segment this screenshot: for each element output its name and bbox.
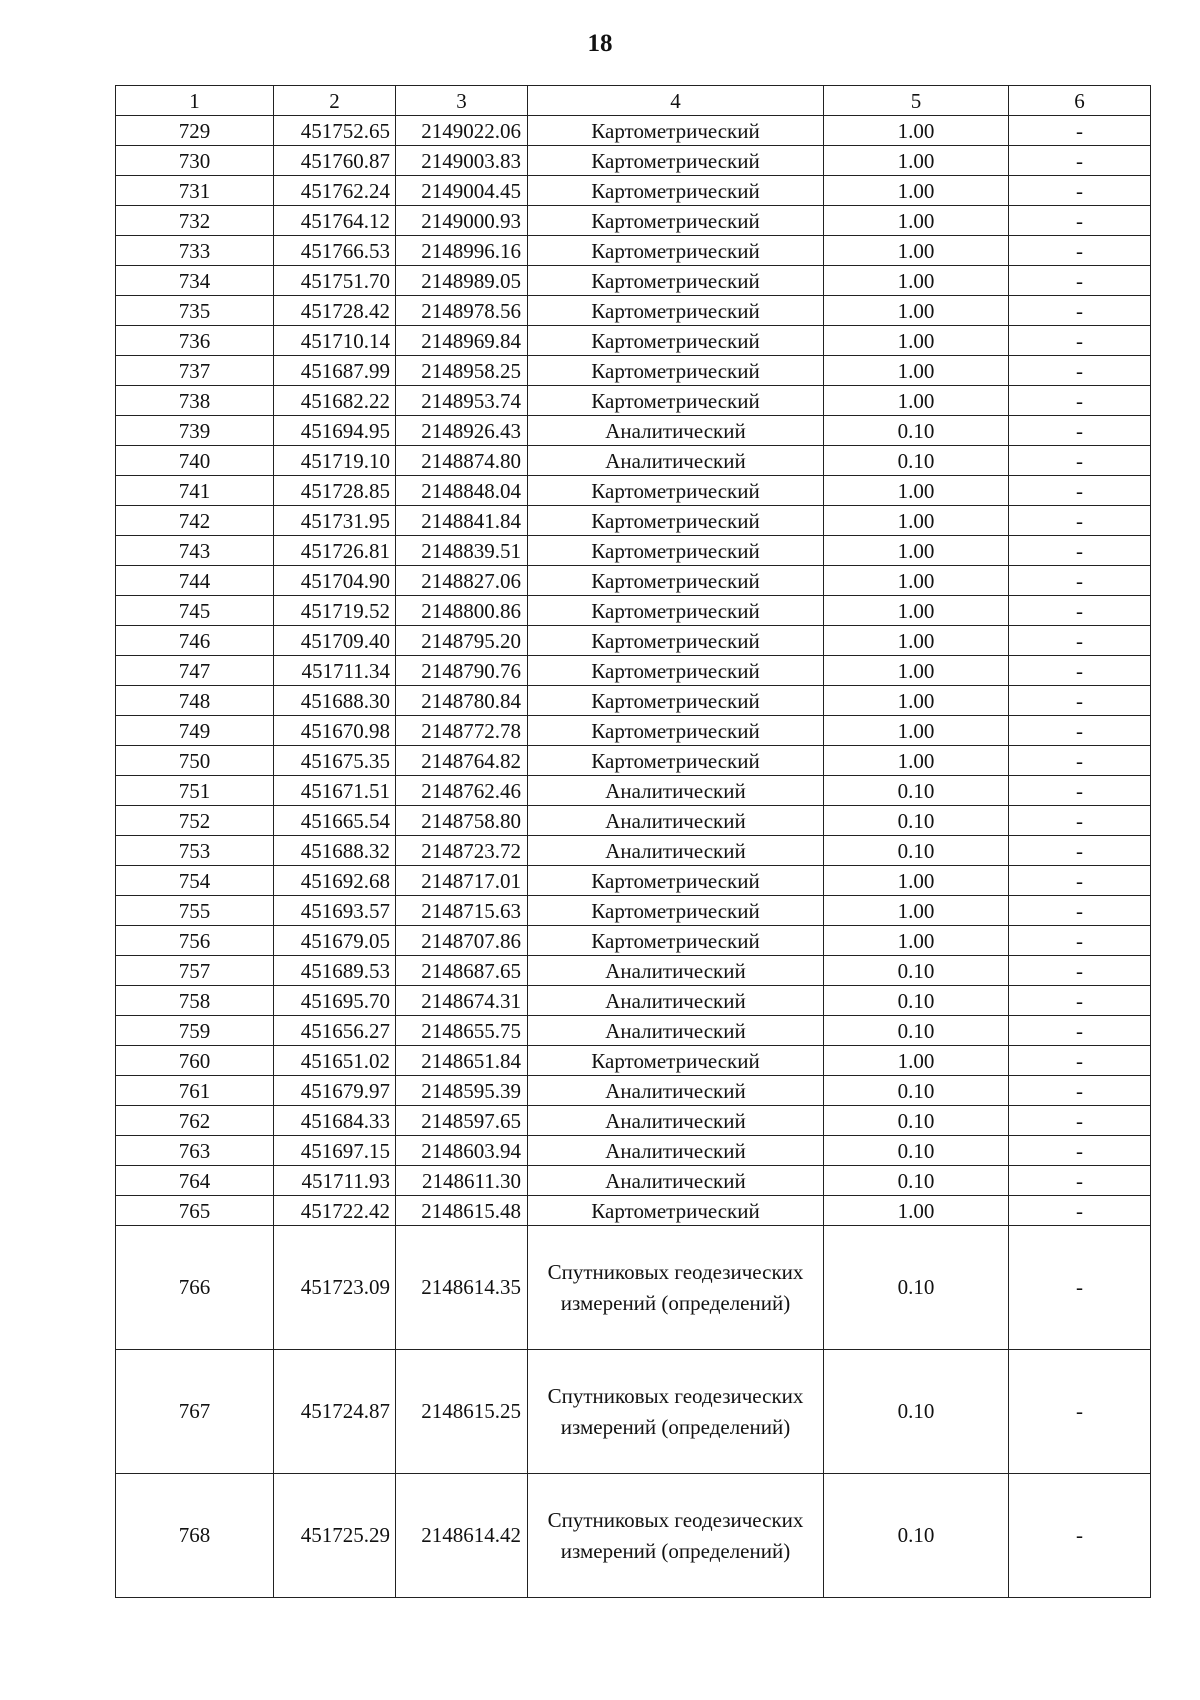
point-number-cell: 751 xyxy=(116,776,274,806)
method-cell: Аналитический xyxy=(528,446,824,476)
note-cell: - xyxy=(1009,386,1151,416)
note-cell: - xyxy=(1009,296,1151,326)
note-cell: - xyxy=(1009,626,1151,656)
note-cell: - xyxy=(1009,596,1151,626)
table-header-row xyxy=(116,86,1151,116)
x-coordinate-cell: 451728.42 xyxy=(274,296,396,326)
y-coordinate-cell: 2149022.06 xyxy=(396,116,528,146)
note-cell: - xyxy=(1009,176,1151,206)
x-coordinate-cell: 451684.33 xyxy=(274,1106,396,1136)
point-number-cell: 763 xyxy=(116,1136,274,1166)
method-cell: Картометрический xyxy=(528,566,824,596)
y-coordinate-cell: 2148780.84 xyxy=(396,686,528,716)
point-number-cell: 746 xyxy=(116,626,274,656)
table-row xyxy=(116,596,1151,626)
note-cell: - xyxy=(1009,1076,1151,1106)
point-number-cell: 767 xyxy=(116,1350,274,1474)
method-cell: Аналитический xyxy=(528,1106,824,1136)
note-cell: - xyxy=(1009,896,1151,926)
method-cell: Аналитический xyxy=(528,1136,824,1166)
table-row xyxy=(116,266,1151,296)
table-row xyxy=(116,956,1151,986)
point-number-cell: 739 xyxy=(116,416,274,446)
method-cell: Картометрический xyxy=(528,506,824,536)
table-row xyxy=(116,1076,1151,1106)
point-number-cell: 733 xyxy=(116,236,274,266)
x-coordinate-cell: 451719.10 xyxy=(274,446,396,476)
y-coordinate-cell: 2148795.20 xyxy=(396,626,528,656)
method-cell: Картометрический xyxy=(528,626,824,656)
method-cell: Картометрический xyxy=(528,926,824,956)
method-cell: Картометрический xyxy=(528,386,824,416)
accuracy-cell: 0.10 xyxy=(824,1136,1009,1166)
point-number-cell: 740 xyxy=(116,446,274,476)
method-cell: Картометрический xyxy=(528,896,824,926)
note-cell: - xyxy=(1009,146,1151,176)
accuracy-cell: 1.00 xyxy=(824,296,1009,326)
x-coordinate-cell: 451724.87 xyxy=(274,1350,396,1474)
note-cell: - xyxy=(1009,476,1151,506)
header-cell: 3 xyxy=(396,86,528,116)
accuracy-cell: 1.00 xyxy=(824,866,1009,896)
note-cell: - xyxy=(1009,506,1151,536)
method-cell: Картометрический xyxy=(528,596,824,626)
point-number-cell: 761 xyxy=(116,1076,274,1106)
x-coordinate-cell: 451710.14 xyxy=(274,326,396,356)
accuracy-cell: 0.10 xyxy=(824,836,1009,866)
point-number-cell: 741 xyxy=(116,476,274,506)
y-coordinate-cell: 2148772.78 xyxy=(396,716,528,746)
method-cell: Картометрический xyxy=(528,746,824,776)
x-coordinate-cell: 451762.24 xyxy=(274,176,396,206)
point-number-cell: 734 xyxy=(116,266,274,296)
table-body xyxy=(116,116,1151,1598)
table-row xyxy=(116,1226,1151,1350)
accuracy-cell: 0.10 xyxy=(824,806,1009,836)
x-coordinate-cell: 451671.51 xyxy=(274,776,396,806)
header-cell: 6 xyxy=(1009,86,1151,116)
accuracy-cell: 0.10 xyxy=(824,1226,1009,1350)
accuracy-cell: 1.00 xyxy=(824,896,1009,926)
note-cell: - xyxy=(1009,836,1151,866)
method-cell: Картометрический xyxy=(528,1046,824,1076)
y-coordinate-cell: 2148614.42 xyxy=(396,1474,528,1598)
x-coordinate-cell: 451692.68 xyxy=(274,866,396,896)
x-coordinate-cell: 451723.09 xyxy=(274,1226,396,1350)
note-cell: - xyxy=(1009,206,1151,236)
accuracy-cell: 1.00 xyxy=(824,146,1009,176)
y-coordinate-cell: 2148953.74 xyxy=(396,386,528,416)
accuracy-cell: 1.00 xyxy=(824,626,1009,656)
accuracy-cell: 1.00 xyxy=(824,386,1009,416)
y-coordinate-cell: 2148715.63 xyxy=(396,896,528,926)
method-cell: Картометрический xyxy=(528,236,824,266)
x-coordinate-cell: 451711.34 xyxy=(274,656,396,686)
accuracy-cell: 1.00 xyxy=(824,716,1009,746)
y-coordinate-cell: 2148926.43 xyxy=(396,416,528,446)
x-coordinate-cell: 451679.05 xyxy=(274,926,396,956)
y-coordinate-cell: 2148996.16 xyxy=(396,236,528,266)
y-coordinate-cell: 2148958.25 xyxy=(396,356,528,386)
x-coordinate-cell: 451651.02 xyxy=(274,1046,396,1076)
x-coordinate-cell: 451752.65 xyxy=(274,116,396,146)
x-coordinate-cell: 451679.97 xyxy=(274,1076,396,1106)
method-cell: Картометрический xyxy=(528,296,824,326)
table-row xyxy=(116,866,1151,896)
coordinates-table xyxy=(115,85,1151,1598)
note-cell: - xyxy=(1009,416,1151,446)
table-row xyxy=(116,1196,1151,1226)
method-cell: Картометрический xyxy=(528,176,824,206)
point-number-cell: 762 xyxy=(116,1106,274,1136)
x-coordinate-cell: 451688.32 xyxy=(274,836,396,866)
y-coordinate-cell: 2148723.72 xyxy=(396,836,528,866)
x-coordinate-cell: 451751.70 xyxy=(274,266,396,296)
x-coordinate-cell: 451722.42 xyxy=(274,1196,396,1226)
method-cell: Аналитический xyxy=(528,1076,824,1106)
y-coordinate-cell: 2148978.56 xyxy=(396,296,528,326)
point-number-cell: 744 xyxy=(116,566,274,596)
accuracy-cell: 1.00 xyxy=(824,1196,1009,1226)
x-coordinate-cell: 451688.30 xyxy=(274,686,396,716)
method-cell: Картометрический xyxy=(528,716,824,746)
table-row xyxy=(116,806,1151,836)
y-coordinate-cell: 2148611.30 xyxy=(396,1166,528,1196)
method-cell: Картометрический xyxy=(528,266,824,296)
table-row xyxy=(116,206,1151,236)
method-cell: Картометрический xyxy=(528,206,824,236)
y-coordinate-cell: 2148687.65 xyxy=(396,956,528,986)
point-number-cell: 758 xyxy=(116,986,274,1016)
point-number-cell: 735 xyxy=(116,296,274,326)
method-cell: Аналитический xyxy=(528,956,824,986)
accuracy-cell: 1.00 xyxy=(824,746,1009,776)
note-cell: - xyxy=(1009,446,1151,476)
note-cell: - xyxy=(1009,656,1151,686)
accuracy-cell: 1.00 xyxy=(824,116,1009,146)
point-number-cell: 765 xyxy=(116,1196,274,1226)
y-coordinate-cell: 2148848.04 xyxy=(396,476,528,506)
method-cell: Картометрический xyxy=(528,146,824,176)
table-row xyxy=(116,416,1151,446)
header-cell: 4 xyxy=(528,86,824,116)
accuracy-cell: 0.10 xyxy=(824,1474,1009,1598)
note-cell: - xyxy=(1009,236,1151,266)
x-coordinate-cell: 451656.27 xyxy=(274,1016,396,1046)
note-cell: - xyxy=(1009,326,1151,356)
note-cell: - xyxy=(1009,1226,1151,1350)
note-cell: - xyxy=(1009,956,1151,986)
note-cell: - xyxy=(1009,1474,1151,1598)
y-coordinate-cell: 2148595.39 xyxy=(396,1076,528,1106)
note-cell: - xyxy=(1009,776,1151,806)
accuracy-cell: 1.00 xyxy=(824,566,1009,596)
point-number-cell: 731 xyxy=(116,176,274,206)
y-coordinate-cell: 2148614.35 xyxy=(396,1226,528,1350)
note-cell: - xyxy=(1009,746,1151,776)
point-number-cell: 750 xyxy=(116,746,274,776)
x-coordinate-cell: 451665.54 xyxy=(274,806,396,836)
note-cell: - xyxy=(1009,266,1151,296)
note-cell: - xyxy=(1009,866,1151,896)
method-cell: Аналитический xyxy=(528,986,824,1016)
accuracy-cell: 0.10 xyxy=(824,446,1009,476)
method-cell: Картометрический xyxy=(528,656,824,686)
y-coordinate-cell: 2148603.94 xyxy=(396,1136,528,1166)
method-cell: Аналитический xyxy=(528,836,824,866)
x-coordinate-cell: 451682.22 xyxy=(274,386,396,416)
method-cell: Аналитический xyxy=(528,416,824,446)
y-coordinate-cell: 2148674.31 xyxy=(396,986,528,1016)
table-row xyxy=(116,506,1151,536)
x-coordinate-cell: 451704.90 xyxy=(274,566,396,596)
accuracy-cell: 0.10 xyxy=(824,1166,1009,1196)
point-number-cell: 742 xyxy=(116,506,274,536)
accuracy-cell: 1.00 xyxy=(824,176,1009,206)
table-row xyxy=(116,686,1151,716)
x-coordinate-cell: 451695.70 xyxy=(274,986,396,1016)
accuracy-cell: 0.10 xyxy=(824,1076,1009,1106)
y-coordinate-cell: 2148651.84 xyxy=(396,1046,528,1076)
y-coordinate-cell: 2148717.01 xyxy=(396,866,528,896)
x-coordinate-cell: 451711.93 xyxy=(274,1166,396,1196)
point-number-cell: 752 xyxy=(116,806,274,836)
accuracy-cell: 1.00 xyxy=(824,506,1009,536)
note-cell: - xyxy=(1009,1136,1151,1166)
point-number-cell: 766 xyxy=(116,1226,274,1350)
point-number-cell: 749 xyxy=(116,716,274,746)
x-coordinate-cell: 451731.95 xyxy=(274,506,396,536)
y-coordinate-cell: 2148615.48 xyxy=(396,1196,528,1226)
page-number: 18 xyxy=(587,30,613,57)
method-cell: Картометрический xyxy=(528,476,824,506)
method-cell: Аналитический xyxy=(528,1016,824,1046)
x-coordinate-cell: 451670.98 xyxy=(274,716,396,746)
method-cell: Картометрический xyxy=(528,536,824,566)
method-cell: Спутниковых геодезических измерений (определений) xyxy=(528,1350,824,1474)
y-coordinate-cell: 2148597.65 xyxy=(396,1106,528,1136)
note-cell: - xyxy=(1009,986,1151,1016)
table-row xyxy=(116,926,1151,956)
x-coordinate-cell: 451675.35 xyxy=(274,746,396,776)
table-row xyxy=(116,386,1151,416)
point-number-cell: 738 xyxy=(116,386,274,416)
x-coordinate-cell: 451697.15 xyxy=(274,1136,396,1166)
table-row xyxy=(116,1474,1151,1598)
accuracy-cell: 0.10 xyxy=(824,416,1009,446)
point-number-cell: 747 xyxy=(116,656,274,686)
x-coordinate-cell: 451760.87 xyxy=(274,146,396,176)
x-coordinate-cell: 451709.40 xyxy=(274,626,396,656)
table-row xyxy=(116,716,1151,746)
method-cell: Картометрический xyxy=(528,686,824,716)
y-coordinate-cell: 2148874.80 xyxy=(396,446,528,476)
method-cell: Картометрический xyxy=(528,866,824,896)
accuracy-cell: 0.10 xyxy=(824,1016,1009,1046)
accuracy-cell: 0.10 xyxy=(824,1350,1009,1474)
y-coordinate-cell: 2148707.86 xyxy=(396,926,528,956)
table-row xyxy=(116,986,1151,1016)
accuracy-cell: 1.00 xyxy=(824,656,1009,686)
table-row xyxy=(116,116,1151,146)
y-coordinate-cell: 2148790.76 xyxy=(396,656,528,686)
note-cell: - xyxy=(1009,1046,1151,1076)
x-coordinate-cell: 451766.53 xyxy=(274,236,396,266)
header-cell: 1 xyxy=(116,86,274,116)
point-number-cell: 729 xyxy=(116,116,274,146)
accuracy-cell: 1.00 xyxy=(824,536,1009,566)
accuracy-cell: 1.00 xyxy=(824,476,1009,506)
table-row xyxy=(116,566,1151,596)
point-number-cell: 748 xyxy=(116,686,274,716)
method-cell: Картометрический xyxy=(528,1196,824,1226)
note-cell: - xyxy=(1009,806,1151,836)
point-number-cell: 743 xyxy=(116,536,274,566)
y-coordinate-cell: 2148655.75 xyxy=(396,1016,528,1046)
point-number-cell: 745 xyxy=(116,596,274,626)
method-cell: Картометрический xyxy=(528,326,824,356)
accuracy-cell: 1.00 xyxy=(824,356,1009,386)
point-number-cell: 760 xyxy=(116,1046,274,1076)
y-coordinate-cell: 2148800.86 xyxy=(396,596,528,626)
table-row xyxy=(116,236,1151,266)
y-coordinate-cell: 2148841.84 xyxy=(396,506,528,536)
x-coordinate-cell: 451728.85 xyxy=(274,476,396,506)
accuracy-cell: 1.00 xyxy=(824,596,1009,626)
y-coordinate-cell: 2148764.82 xyxy=(396,746,528,776)
accuracy-cell: 0.10 xyxy=(824,776,1009,806)
point-number-cell: 764 xyxy=(116,1166,274,1196)
table-row xyxy=(116,896,1151,926)
note-cell: - xyxy=(1009,1350,1151,1474)
accuracy-cell: 0.10 xyxy=(824,1106,1009,1136)
table-row xyxy=(116,626,1151,656)
accuracy-cell: 0.10 xyxy=(824,986,1009,1016)
table-row xyxy=(116,146,1151,176)
note-cell: - xyxy=(1009,566,1151,596)
table-row xyxy=(116,1106,1151,1136)
y-coordinate-cell: 2149004.45 xyxy=(396,176,528,206)
method-cell: Аналитический xyxy=(528,776,824,806)
table-row xyxy=(116,656,1151,686)
accuracy-cell: 1.00 xyxy=(824,236,1009,266)
table-row xyxy=(116,1016,1151,1046)
y-coordinate-cell: 2148758.80 xyxy=(396,806,528,836)
y-coordinate-cell: 2148615.25 xyxy=(396,1350,528,1474)
note-cell: - xyxy=(1009,1016,1151,1046)
x-coordinate-cell: 451719.52 xyxy=(274,596,396,626)
method-cell: Аналитический xyxy=(528,806,824,836)
point-number-cell: 759 xyxy=(116,1016,274,1046)
table-row xyxy=(116,836,1151,866)
accuracy-cell: 0.10 xyxy=(824,956,1009,986)
table-row xyxy=(116,446,1151,476)
note-cell: - xyxy=(1009,116,1151,146)
table-row xyxy=(116,326,1151,356)
point-number-cell: 755 xyxy=(116,896,274,926)
x-coordinate-cell: 451693.57 xyxy=(274,896,396,926)
y-coordinate-cell: 2148989.05 xyxy=(396,266,528,296)
x-coordinate-cell: 451764.12 xyxy=(274,206,396,236)
note-cell: - xyxy=(1009,1106,1151,1136)
point-number-cell: 730 xyxy=(116,146,274,176)
table-row xyxy=(116,1350,1151,1474)
method-cell: Аналитический xyxy=(528,1166,824,1196)
y-coordinate-cell: 2149000.93 xyxy=(396,206,528,236)
x-coordinate-cell: 451689.53 xyxy=(274,956,396,986)
x-coordinate-cell: 451694.95 xyxy=(274,416,396,446)
y-coordinate-cell: 2148762.46 xyxy=(396,776,528,806)
accuracy-cell: 1.00 xyxy=(824,1046,1009,1076)
note-cell: - xyxy=(1009,686,1151,716)
accuracy-cell: 1.00 xyxy=(824,266,1009,296)
point-number-cell: 736 xyxy=(116,326,274,356)
method-cell: Спутниковых геодезических измерений (определений) xyxy=(528,1474,824,1598)
table-row xyxy=(116,176,1151,206)
table-row xyxy=(116,356,1151,386)
y-coordinate-cell: 2148839.51 xyxy=(396,536,528,566)
accuracy-cell: 1.00 xyxy=(824,206,1009,236)
table-row xyxy=(116,1166,1151,1196)
method-cell: Картометрический xyxy=(528,116,824,146)
point-number-cell: 737 xyxy=(116,356,274,386)
method-cell: Спутниковых геодезических измерений (определений) xyxy=(528,1226,824,1350)
note-cell: - xyxy=(1009,926,1151,956)
note-cell: - xyxy=(1009,1166,1151,1196)
point-number-cell: 754 xyxy=(116,866,274,896)
x-coordinate-cell: 451687.99 xyxy=(274,356,396,386)
accuracy-cell: 1.00 xyxy=(824,326,1009,356)
table-row xyxy=(116,1136,1151,1166)
point-number-cell: 732 xyxy=(116,206,274,236)
header-cell: 5 xyxy=(824,86,1009,116)
header-cell: 2 xyxy=(274,86,396,116)
x-coordinate-cell: 451725.29 xyxy=(274,1474,396,1598)
method-cell: Картометрический xyxy=(528,356,824,386)
table-row xyxy=(116,776,1151,806)
y-coordinate-cell: 2148969.84 xyxy=(396,326,528,356)
note-cell: - xyxy=(1009,1196,1151,1226)
point-number-cell: 756 xyxy=(116,926,274,956)
table-row xyxy=(116,1046,1151,1076)
note-cell: - xyxy=(1009,356,1151,386)
point-number-cell: 768 xyxy=(116,1474,274,1598)
table-row xyxy=(116,476,1151,506)
accuracy-cell: 1.00 xyxy=(824,686,1009,716)
table-row xyxy=(116,536,1151,566)
note-cell: - xyxy=(1009,536,1151,566)
point-number-cell: 757 xyxy=(116,956,274,986)
table-row xyxy=(116,296,1151,326)
y-coordinate-cell: 2149003.83 xyxy=(396,146,528,176)
point-number-cell: 753 xyxy=(116,836,274,866)
note-cell: - xyxy=(1009,716,1151,746)
table-row xyxy=(116,746,1151,776)
y-coordinate-cell: 2148827.06 xyxy=(396,566,528,596)
x-coordinate-cell: 451726.81 xyxy=(274,536,396,566)
accuracy-cell: 1.00 xyxy=(824,926,1009,956)
